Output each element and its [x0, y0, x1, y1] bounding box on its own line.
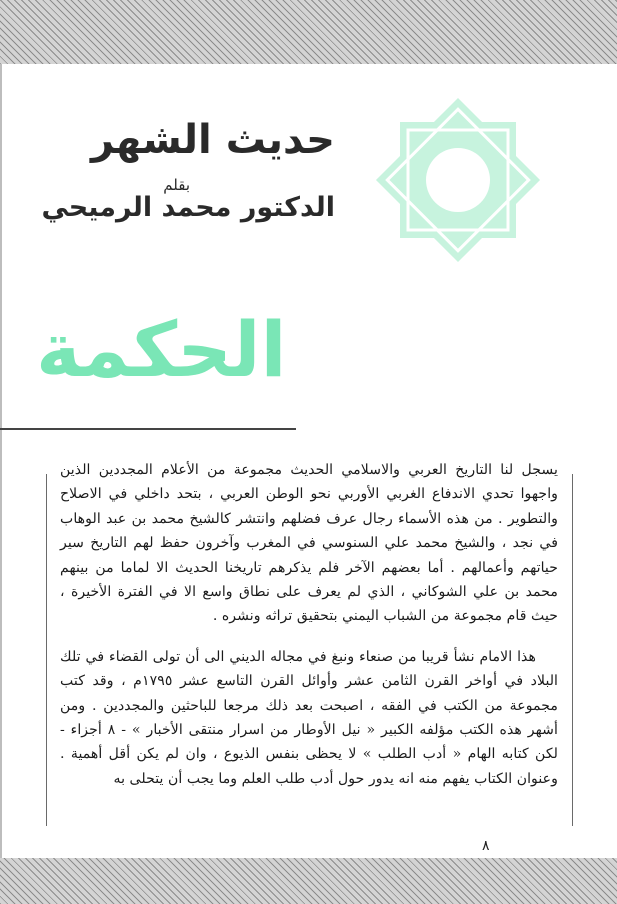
top-hatched-border	[0, 0, 617, 64]
bottom-hatched-border	[0, 858, 617, 904]
eight-point-star-ornament	[372, 94, 544, 266]
column-title: حديث الشهر	[91, 117, 335, 163]
section-title: الحكمة	[36, 305, 287, 394]
title-underline	[0, 428, 296, 430]
paragraph: يسجل لنا التاريخ العربي والاسلامي الحديث مجموعة من الأعلام المجددين الذين واجهوا تحدي الاندفاع الغربي الأوربي نحو الوطن العربي ، بتحد داخلي في الاصلاح والتطوير . من هذه الأسماء رجال عرف فضلهم وانتشر كالشيخ محمد بن عبد الوهاب في نجد ، والشيخ محمد علي السنوسي في المغرب وآخرون حفظ لهم التاريخ سير حياتهم وأعمالهم . أما بعضهم الآخر فلم يذكرهم تاريخنا الحديث الا لماما من بينهم محمد بن علي الشوكاني ، الذي لم يعرف على نطاق واسع الا في الفترة الأخيرة ، حيث قام مجموعة من الشباب اليمني بتحقيق تراثه ونشره .	[60, 462, 558, 625]
paragraph: هذا الامام نشأ قريبا من صنعاء ونبغ في مجاله الديني الى أن تولى القضاء في تلك البلاد في أواخر القرن الثامن عشر وأوائل القرن التاسع عشر ١٧٩٥م ، وقد كتب مجموعة من الكتب في الفقه ، اصبحت بعد ذلك مرجعا للباحثين والمجددين . ومن أشهر هذه الكتب مؤلفه الكبير « نيل الأوطار من اسرار منتقى الأخبار » - ٨ أجزاء - لكن كتابه الهام « أدب الطلب » لا يحظى بنفس الذيوع ، وان لم يكن أقل أهمية . وعنوان الكتاب يفهم منه انه يدور حول أدب طلب العلم وما يجب أن يتحلى به	[60, 648, 558, 787]
page-number: ٨	[482, 838, 490, 854]
article-body	[60, 458, 558, 791]
author-name: الدكتور محمد الرميحي	[41, 192, 335, 223]
page-edge	[0, 64, 2, 858]
byline-prefix: بقلم	[163, 176, 190, 194]
